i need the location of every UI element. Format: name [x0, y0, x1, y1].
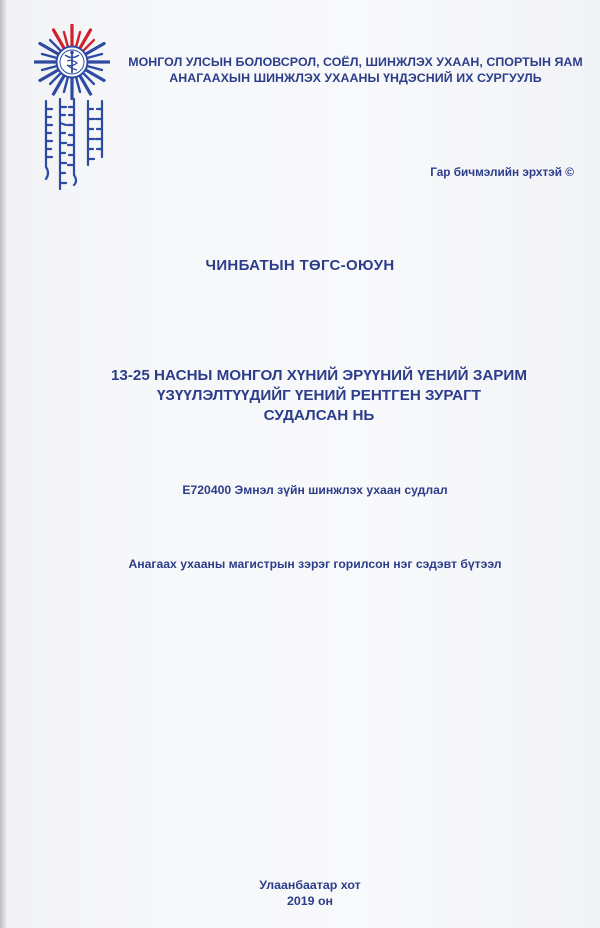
- university-name: АНАГААХЫН ШИНЖЛЭХ УХААНЫ ҮНДЭСНИЙ ИХ СУРГУУЛЬ: [169, 71, 542, 85]
- specialty-code: E720400 Эмнэл зүйн шинжлэх ухаан судлал: [182, 483, 448, 497]
- year: 2019 он: [286, 894, 334, 908]
- thesis-title-line-1: 13-25 НАСНЫ МОНГОЛ ХҮНИЙ ЭРҮҮНИЙ ҮЕНИЙ ЗАРИМ: [110, 367, 528, 384]
- mongolian-script-logotype-icon: [36, 97, 116, 197]
- emblem-ray: [76, 78, 80, 92]
- page-edge-shadow: [0, 0, 7, 928]
- city: Улаанбаатар хот: [259, 878, 361, 892]
- emblem-ray: [76, 32, 80, 46]
- degree-statement: Анагаах ухааны магистрын зэрэг горилсон нэг сэдэвт бүтээл: [128, 557, 502, 571]
- thesis-title-line-3: СУДАЛСАН НЬ: [263, 407, 375, 424]
- emblem-ray: [42, 66, 56, 70]
- emblem-ray: [88, 66, 102, 70]
- place-and-year: [0, 877, 600, 909]
- ministry-university-header: [118, 54, 593, 86]
- university-emblem-icon: [34, 24, 110, 100]
- thesis-title: [0, 366, 600, 426]
- copyright-notice: Гар бичмэлийн эрхтэй ©: [430, 165, 574, 179]
- emblem-ray: [88, 54, 102, 58]
- thesis-title-line-2: ҮЗҮҮЛЭЛТҮҮДИЙГ ҮЕНИЙ РЕНТГЕН ЗУРАГТ: [156, 387, 482, 404]
- emblem-ray: [64, 78, 68, 92]
- ministry-name: МОНГОЛ УЛСЫН БОЛОВСРОЛ, СОЁЛ, ШИНЖЛЭХ УХААН, СПОРТЫН ЯАМ: [128, 55, 583, 69]
- author-name: ЧИНБАТЫН ТӨГС-ОЮУН: [205, 257, 395, 274]
- emblem-ray: [42, 54, 56, 58]
- emblem-ray: [64, 32, 68, 46]
